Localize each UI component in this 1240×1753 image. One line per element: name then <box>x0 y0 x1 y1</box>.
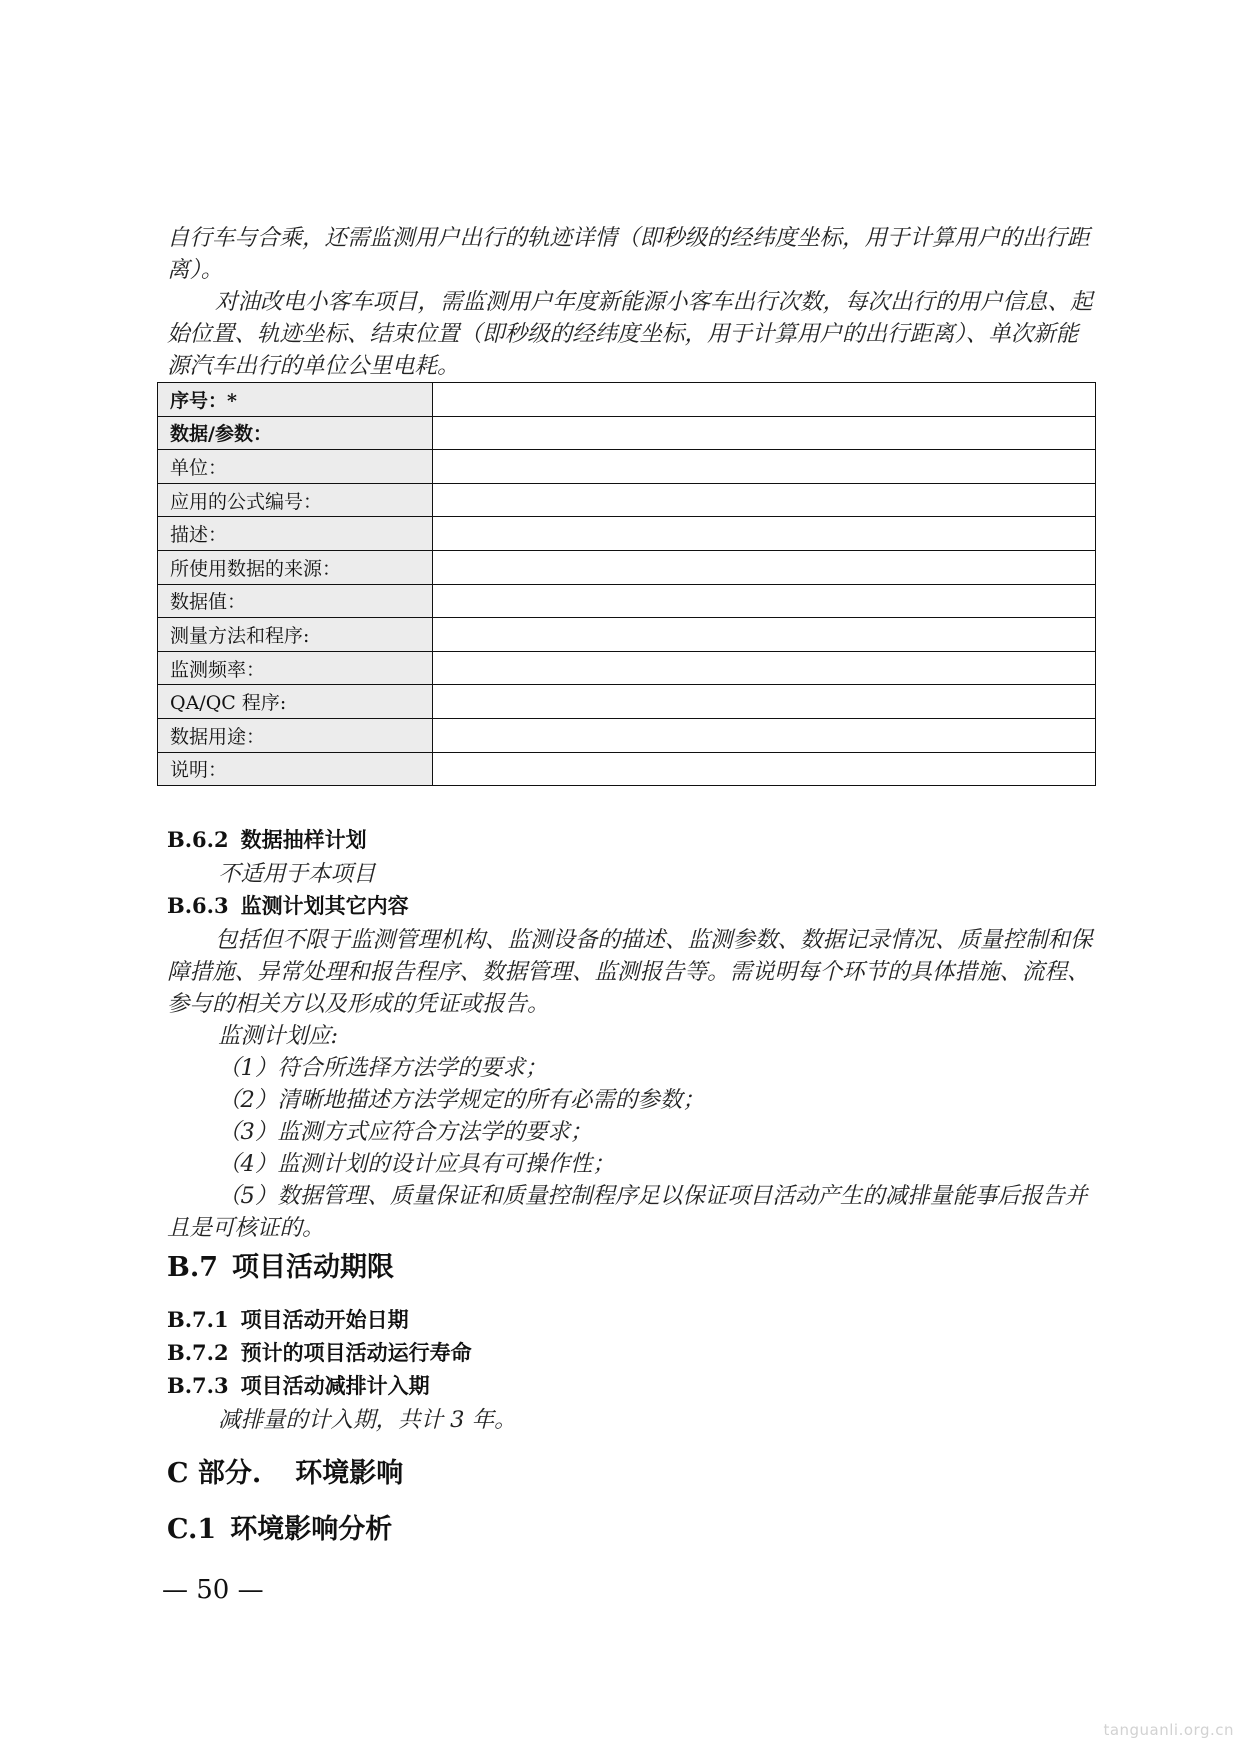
table-row <box>158 651 1096 685</box>
row-value <box>433 752 1096 786</box>
table-row <box>158 416 1096 450</box>
table-row <box>158 483 1096 517</box>
row-label: 单位： <box>158 450 433 484</box>
row-value <box>433 618 1096 652</box>
table-row <box>158 584 1096 618</box>
page-number: — 50 — <box>162 1575 264 1605</box>
heading-part-c <box>167 1456 403 1492</box>
table-row <box>158 752 1096 786</box>
row-value <box>433 685 1096 719</box>
section-number: B.7 <box>167 1252 219 1283</box>
b62-body: 不适用于本项目 <box>218 861 376 887</box>
section-title: 环境影响分析 <box>230 1514 393 1545</box>
row-label: QA/QC 程序: <box>158 685 433 719</box>
part-label: C 部分. <box>167 1458 262 1489</box>
b73-body: 减排量的计入期，共计 3 年。 <box>218 1407 517 1433</box>
heading-b71 <box>167 1305 409 1335</box>
row-value <box>433 383 1096 417</box>
part-title: 环境影响 <box>295 1458 404 1489</box>
heading-b7 <box>167 1250 394 1286</box>
heading-b73 <box>167 1371 430 1401</box>
watermark: tanguanli.org.cn <box>1103 1721 1234 1739</box>
section-number: B.7.1 <box>167 1307 229 1332</box>
section-title: 项目活动减排计入期 <box>240 1373 430 1398</box>
row-label: 数据用途： <box>158 718 433 752</box>
row-label: 数据/参数： <box>158 416 433 450</box>
row-value <box>433 718 1096 752</box>
table-row <box>158 685 1096 719</box>
row-label: 测量方法和程序: <box>158 618 433 652</box>
section-title: 预计的项目活动运行寿命 <box>240 1340 472 1365</box>
row-label: 说明： <box>158 752 433 786</box>
row-label: 描述： <box>158 517 433 551</box>
heading-c1 <box>167 1512 392 1548</box>
list-item: （4）监测计划的设计应具有可操作性； <box>218 1151 615 1177</box>
section-number: B.7.2 <box>167 1340 229 1365</box>
table-row <box>158 550 1096 584</box>
heading-b72 <box>167 1338 472 1368</box>
section-number: B.6.3 <box>167 893 229 918</box>
row-value <box>433 450 1096 484</box>
row-value <box>433 517 1096 551</box>
b63-lead: 监测计划应: <box>218 1023 339 1049</box>
section-title: 项目活动开始日期 <box>240 1307 409 1332</box>
row-label: 监测频率： <box>158 651 433 685</box>
heading-b63 <box>167 891 409 921</box>
section-number: C.1 <box>167 1514 217 1545</box>
list-item: （5）数据管理、质量保证和质量控制程序足以保证项目活动产生的减排量能事后报告并且是可核证的。 <box>167 1183 1088 1241</box>
b63-body: 包括但不限于监测管理机构、监测设备的描述、监测参数、数据记录情况、质量控制和保障措施、异常处理和报告程序、数据管理、监测报告等。需说明每个环节的具体措施、流程、参与的相关方以及形成的凭证或报告。 <box>167 927 1093 1017</box>
section-title: 项目活动期限 <box>232 1252 395 1283</box>
row-label: 应用的公式编号： <box>158 483 433 517</box>
row-value <box>433 416 1096 450</box>
row-label: 数据值： <box>158 584 433 618</box>
monitoring-parameter-table <box>157 382 1096 786</box>
section-title: 数据抽样计划 <box>240 827 367 852</box>
intro-paragraph-2: 对油改电小客车项目，需监测用户年度新能源小客车出行次数，每次出行的用户信息、起始位置、轨迹坐标、结束位置（即秒级的经纬度坐标，用于计算用户的出行距离）、单次新能源汽车出行的单位公里电耗。 <box>167 289 1093 379</box>
row-value <box>433 550 1096 584</box>
list-item: （2）清晰地描述方法学规定的所有必需的参数； <box>218 1087 705 1113</box>
list-item: （3）监测方式应符合方法学的要求； <box>218 1119 593 1145</box>
intro-paragraph-1: 自行车与合乘，还需监测用户出行的轨迹详情（即秒级的经纬度坐标，用于计算用户的出行距离）。 <box>167 225 1090 283</box>
section-title: 监测计划其它内容 <box>240 893 409 918</box>
table-row <box>158 517 1096 551</box>
table-row <box>158 718 1096 752</box>
table-row <box>158 450 1096 484</box>
table-row <box>158 383 1096 417</box>
row-value <box>433 483 1096 517</box>
heading-b62 <box>167 825 367 855</box>
section-number: B.7.3 <box>167 1373 229 1398</box>
row-label: 序号：* <box>158 383 433 417</box>
row-value <box>433 584 1096 618</box>
section-number: B.6.2 <box>167 827 229 852</box>
row-label: 所使用数据的来源： <box>158 550 433 584</box>
list-item: （1）符合所选择方法学的要求； <box>218 1055 548 1081</box>
table-row <box>158 618 1096 652</box>
row-value <box>433 651 1096 685</box>
